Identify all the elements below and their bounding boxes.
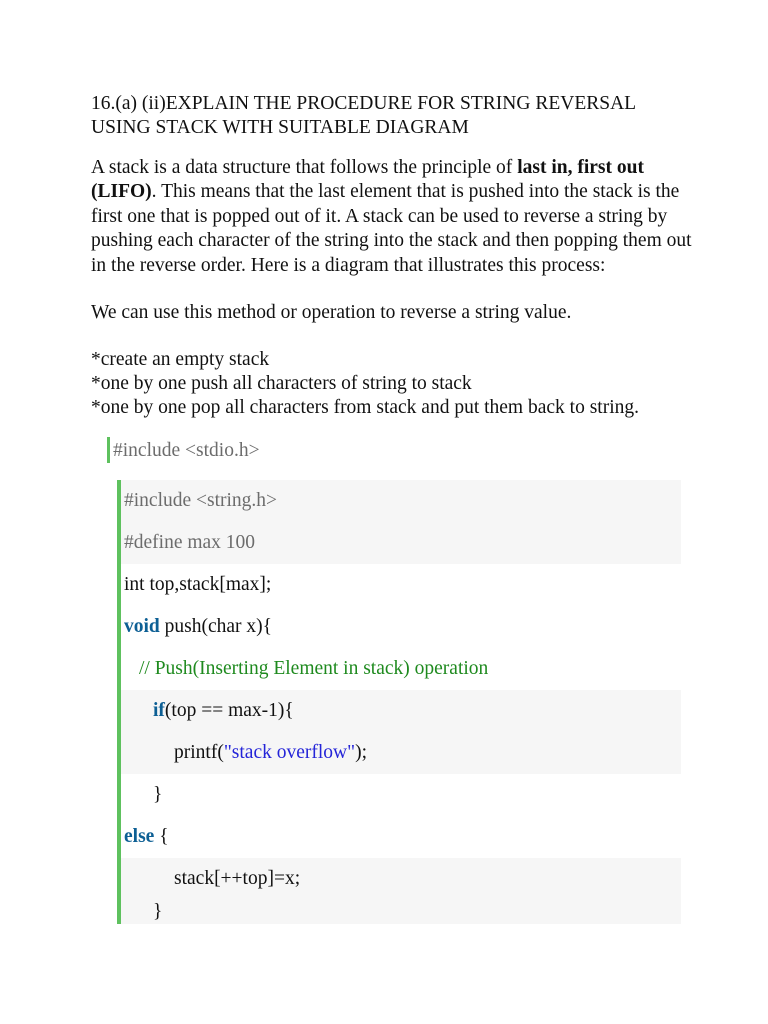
steps-list <box>91 348 731 420</box>
code-stack-assign: stack[++top]=x; <box>174 868 301 889</box>
code-else-brace: { <box>154 826 169 847</box>
code-line <box>121 858 681 900</box>
code-line <box>121 774 681 816</box>
code-block-inner <box>117 480 681 924</box>
code-comment-push: // Push(Inserting Element in stack) operation <box>139 658 489 679</box>
code-printf-open: printf( <box>174 742 224 763</box>
intro-bold-lifo-abbrev: (LIFO) <box>91 181 152 203</box>
code-include-stdio: #include <stdio.h> <box>113 440 260 461</box>
question-heading <box>91 92 731 140</box>
code-close-brace: } <box>153 901 163 922</box>
code-keyword-else: else <box>124 826 155 847</box>
code-quote-bar <box>107 437 110 463</box>
code-line <box>121 900 681 924</box>
code-line <box>121 564 681 606</box>
heading-line-1: 16.(a) (ii)EXPLAIN THE PROCEDURE FOR STRING REVERSAL <box>91 93 637 114</box>
code-line <box>121 480 681 522</box>
code-push-signature: push(char x){ <box>159 616 273 637</box>
code-keyword-void: void <box>124 616 160 637</box>
intro-text-1: A stack is a data structure that follows the principle of <box>91 157 518 178</box>
code-line <box>121 816 681 858</box>
intro-paragraph <box>91 156 711 278</box>
code-globals: int top,stack[max]; <box>124 574 272 595</box>
code-printf-close: ); <box>355 742 368 763</box>
code-keyword-if: if <box>153 700 165 721</box>
method-sentence: We can use this method or operation to reverse a string value. <box>91 302 572 323</box>
code-string-literal: "stack overflow" <box>223 742 356 763</box>
code-line <box>121 648 681 690</box>
code-line <box>121 690 681 732</box>
step-item-3: *one by one pop all characters from stack and put them back to string. <box>91 397 639 418</box>
code-include-string: #include <string.h> <box>124 490 278 511</box>
code-line <box>121 732 681 774</box>
intro-text-2: . This means that the last element that is pushed into the stack is the first one that is popped out of it. A stack can be used to reverse a string by pushing each character of the string into the stack and then popping them out in the reverse order. Here is a diagram that illustrates this process: <box>91 181 692 276</box>
code-if-condition: (top == max-1){ <box>164 700 294 721</box>
code-close-brace: } <box>153 784 163 805</box>
code-line <box>121 522 681 564</box>
code-define-max: #define max 100 <box>124 532 256 553</box>
step-item-1: *create an empty stack <box>91 349 270 370</box>
code-line <box>121 606 681 648</box>
intro-bold-lifo-phrase: last in, first out <box>517 157 644 178</box>
heading-line-2: USING STACK WITH SUITABLE DIAGRAM <box>91 117 469 138</box>
step-item-2: *one by one push all characters of string to stack <box>91 373 472 394</box>
